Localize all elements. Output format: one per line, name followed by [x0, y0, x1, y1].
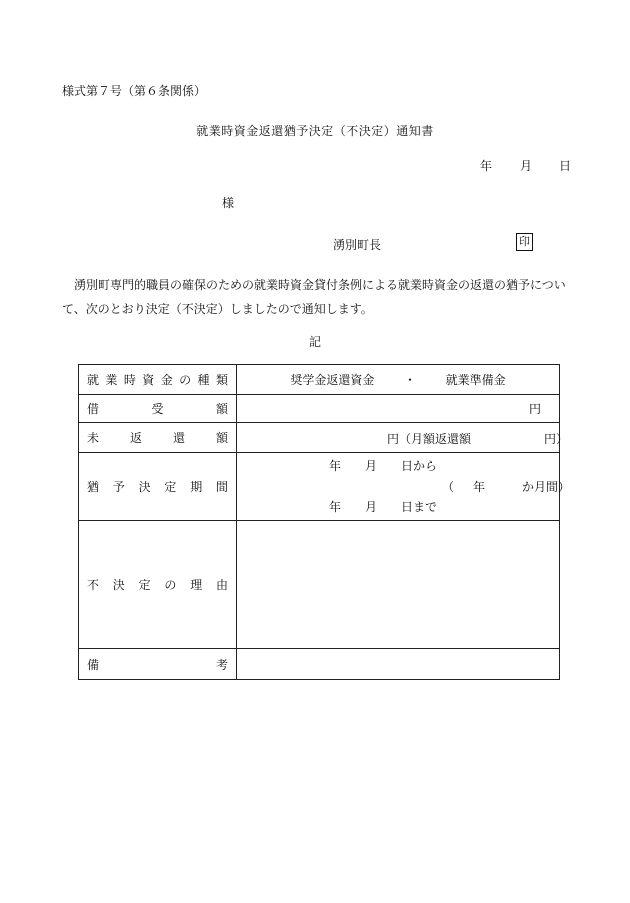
unreturned-amount-field[interactable] [237, 423, 569, 453]
label-char: 由 [215, 578, 228, 592]
row-label-fund-type [79, 365, 237, 395]
label-char: の [179, 373, 192, 387]
seal-mark: 印 [516, 233, 533, 251]
fund-type-value [237, 365, 560, 395]
fund-type-scholarship: 奨学金返還資金 [290, 373, 375, 387]
table-row [79, 521, 560, 649]
table-row [79, 649, 560, 680]
label-char: 借 [87, 402, 100, 416]
fund-type-separator: ・ [403, 373, 416, 387]
label-char: 期 [190, 480, 203, 494]
label-text [87, 576, 228, 593]
form-number: 様式第７号（第６条関係） [62, 84, 207, 98]
date-month: 月 [520, 159, 533, 173]
period-paren-open: （ [442, 480, 455, 494]
label-text [87, 478, 228, 495]
row-label-remarks [79, 649, 237, 680]
label-char: 備 [87, 657, 100, 672]
table-row [79, 395, 560, 423]
label-char: 種 [197, 373, 210, 387]
period-months: か月間） [522, 480, 571, 494]
yen-unit: 円 [528, 402, 541, 416]
label-text [87, 371, 228, 388]
label-char: 決 [112, 578, 125, 592]
label-char: 額 [215, 431, 228, 445]
label-char: 業 [105, 373, 118, 387]
label-char: 定 [138, 578, 151, 592]
period-field[interactable] [237, 453, 571, 521]
label-char: 定 [164, 480, 177, 494]
label-char: 金 [160, 373, 173, 387]
unreturned-yen-close: 円） [544, 432, 569, 446]
details-table [78, 364, 571, 680]
label-char: 決 [138, 480, 151, 494]
label-char: 不 [87, 578, 100, 592]
fund-type-preparation: 就業準備金 [445, 373, 506, 387]
label-text [87, 400, 228, 417]
row-label-reason [79, 521, 237, 649]
label-text [87, 429, 228, 446]
label-char: 考 [215, 657, 228, 672]
notice-body: 湧別町専門的職員の確保のための就業時資金貸付条例による就業時資金の返還の猶予について、次のとおり決定（不決定）しましたので通知します。 [62, 278, 566, 316]
unreturned-yen-monthly: 円（月額返還額 [387, 432, 472, 446]
label-char: 理 [190, 578, 203, 592]
label-char: 類 [215, 373, 228, 387]
remarks-field[interactable] [237, 649, 560, 680]
label-char: 受 [151, 402, 164, 416]
row-label-period [79, 453, 237, 521]
label-char: 時 [123, 373, 136, 387]
date-year: 年 [480, 159, 493, 173]
reason-field[interactable] [237, 521, 560, 649]
borrowed-amount-field[interactable] [237, 395, 560, 423]
label-char: 還 [172, 431, 185, 445]
label-char: 額 [215, 402, 228, 416]
label-char: 間 [215, 480, 228, 494]
label-char: の [164, 578, 177, 592]
label-char: 就 [87, 373, 100, 387]
label-char: 返 [129, 431, 142, 445]
date-day: 日 [559, 159, 572, 173]
label-text [87, 656, 228, 673]
label-char: 猶 [87, 480, 100, 494]
row-label-unreturned [79, 423, 237, 453]
table-row [79, 423, 560, 453]
row-label-borrowed [79, 395, 237, 423]
issuer-name: 湧別町長 [333, 238, 382, 252]
table-row [79, 365, 560, 395]
addressee-suffix: 様 [222, 196, 235, 210]
date-line [480, 157, 571, 174]
period-end: 年 月 日まで [329, 500, 438, 514]
label-char: 未 [87, 431, 100, 445]
period-years: 年 [473, 480, 486, 494]
table-row [79, 453, 560, 521]
label-char: 予 [112, 480, 125, 494]
ki-heading: 記 [308, 335, 321, 349]
period-start: 年 月 日から [329, 459, 438, 473]
label-char: 資 [142, 373, 155, 387]
document-title: 就業時資金返還猶予決定（不決定）通知書 [196, 124, 434, 138]
